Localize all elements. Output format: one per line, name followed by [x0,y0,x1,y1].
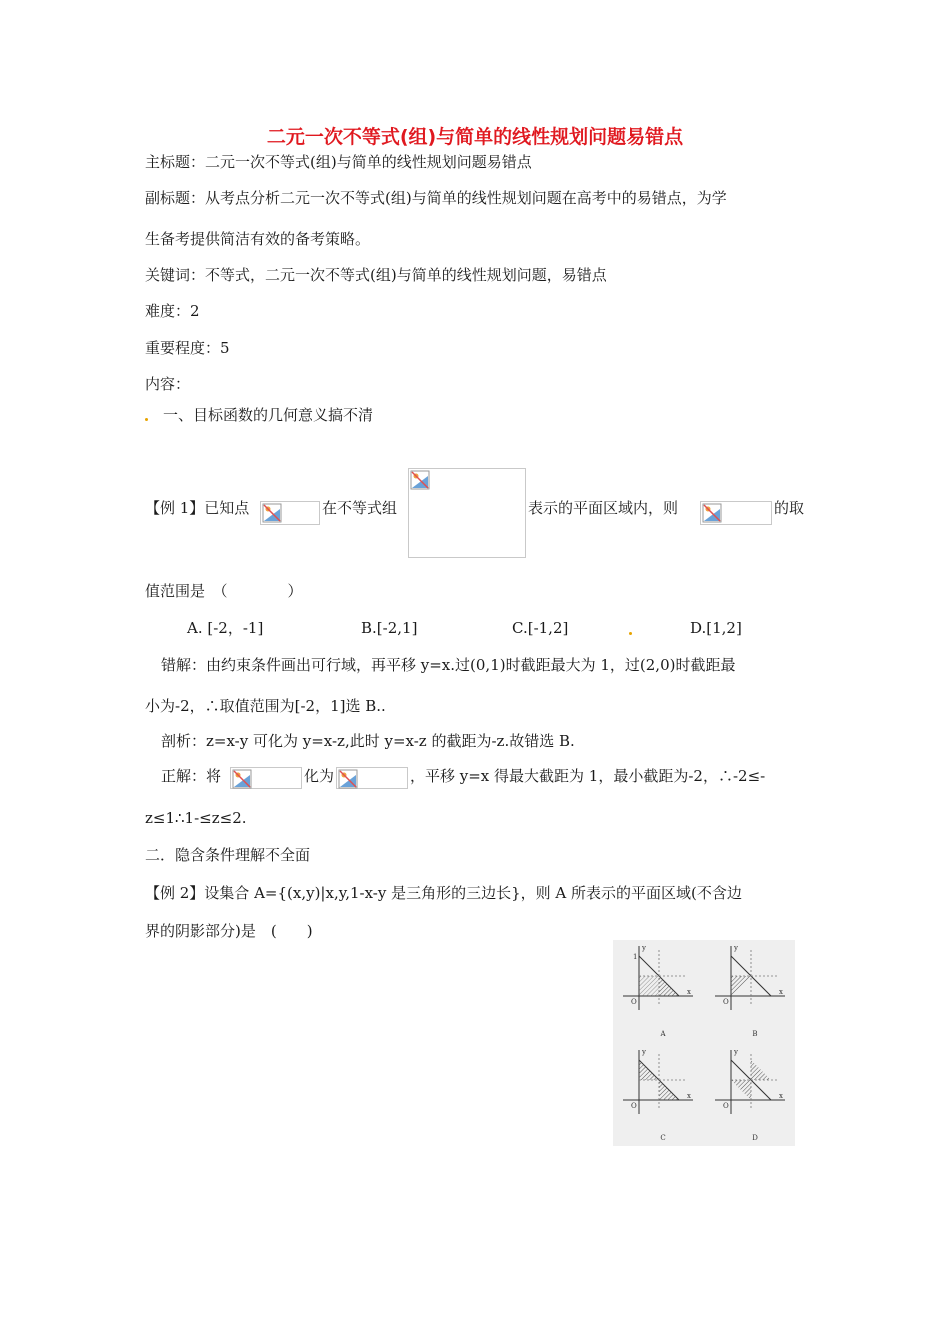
example-1-suffix: 的取 [774,499,805,517]
difficulty-line: 难度：2 [145,302,200,320]
graph-b-y-label: y [734,944,738,952]
correct-solution-prefix: 正解：将 [161,767,222,785]
analysis-line: 剖析：z=x-y 可化为 y=x-z,此时 y=x-z 的截距为-z.故错选 B. [161,732,575,750]
correct-solution-mid: 化为 [304,767,335,785]
broken-image-icon [410,470,430,490]
content-label: 内容： [145,375,191,393]
wrong-solution-line-2: 小为-2，∴取值范围为[-2，1]选 B.. [145,697,386,715]
broken-image-expression [700,501,772,525]
example-1-mid-1: 在不等式组 [322,499,398,517]
graph-b-x-label: x [779,988,783,996]
broken-image-icon [262,503,282,523]
figure-graphs [613,940,795,1146]
graph-a-caption: A [660,1030,666,1038]
graph-d-y-label: y [734,1048,738,1056]
graph-c-x-label: x [687,1092,691,1100]
example-1-prefix: 【例 1】已知点 [145,499,250,517]
correct-solution-suffix: ，平移 y=x 得最大截距为 1，最小截距为-2，∴-2≤- [410,767,766,785]
answer-choices-figure [613,940,795,1146]
subtitle-line-2: 生备考提供简洁有效的备考策略。 [145,230,371,248]
broken-image-equation-1 [230,767,302,789]
example-2-line-2: 界的阴影部分)是 ( ) [145,922,313,940]
graph-a-one: 1 [633,953,638,961]
graph-c-caption: C [660,1134,666,1142]
broken-image-icon [702,503,722,523]
broken-image-icon [338,769,358,789]
marker-dot [145,418,148,421]
broken-image-equation-2 [336,767,408,789]
section-1-heading: 一、目标函数的几何意义搞不清 [163,406,374,424]
example-1-line-2: 值范围是 （ ） [145,582,303,600]
graph-c-origin: O [631,1102,637,1110]
page-title: 二元一次不等式(组)与简单的线性规划问题易错点 [266,126,684,148]
option-c: C.[-1,2] [512,619,569,637]
graph-c-y-label: y [642,1048,646,1056]
graph-a-x-label: x [687,988,691,996]
section-2-heading: 二．隐含条件理解不全面 [145,846,311,864]
option-b: B.[-2,1] [361,619,418,637]
keywords-line: 关键词：不等式，二元一次不等式(组)与简单的线性规划问题，易错点 [145,266,607,284]
graph-a-y-label: y [642,944,646,952]
wrong-solution-line-1: 错解：由约束条件画出可行域，再平移 y=x.过(0,1)时截距最大为 1，过(2,0)时截距最 [161,656,736,674]
option-d: D.[1,2] [690,619,742,637]
graph-d-caption: D [752,1134,758,1142]
broken-image-icon [232,769,252,789]
graph-a-origin: O [631,998,637,1006]
example-1-statement [145,498,249,518]
broken-image-point [260,501,320,525]
main-title-line: 主标题：二元一次不等式(组)与简单的线性规划问题易错点 [145,153,532,171]
example-1-mid-2: 表示的平面区域内，则 [528,499,679,517]
subtitle-line-1: 副标题：从考点分析二元一次不等式(组)与简单的线性规划问题在高考中的易错点，为学 [145,189,727,207]
graph-d-origin: O [723,1102,729,1110]
importance-line: 重要程度：5 [145,339,230,357]
example-2-line-1: 【例 2】设集合 A={(x,y)|x,y,1-x-y 是三角形的三边长}，则 A 所表示的平面区域(不含边 [145,884,742,902]
marker-dot [629,632,632,635]
graph-b-caption: B [752,1030,758,1038]
graph-b-origin: O [723,998,729,1006]
graph-d-x-label: x [779,1092,783,1100]
broken-image-inequality-system [408,468,526,558]
option-a: A. [-2，-1] [187,619,264,637]
correct-solution-line-2: z≤1∴1-≤z≤2. [145,809,247,827]
